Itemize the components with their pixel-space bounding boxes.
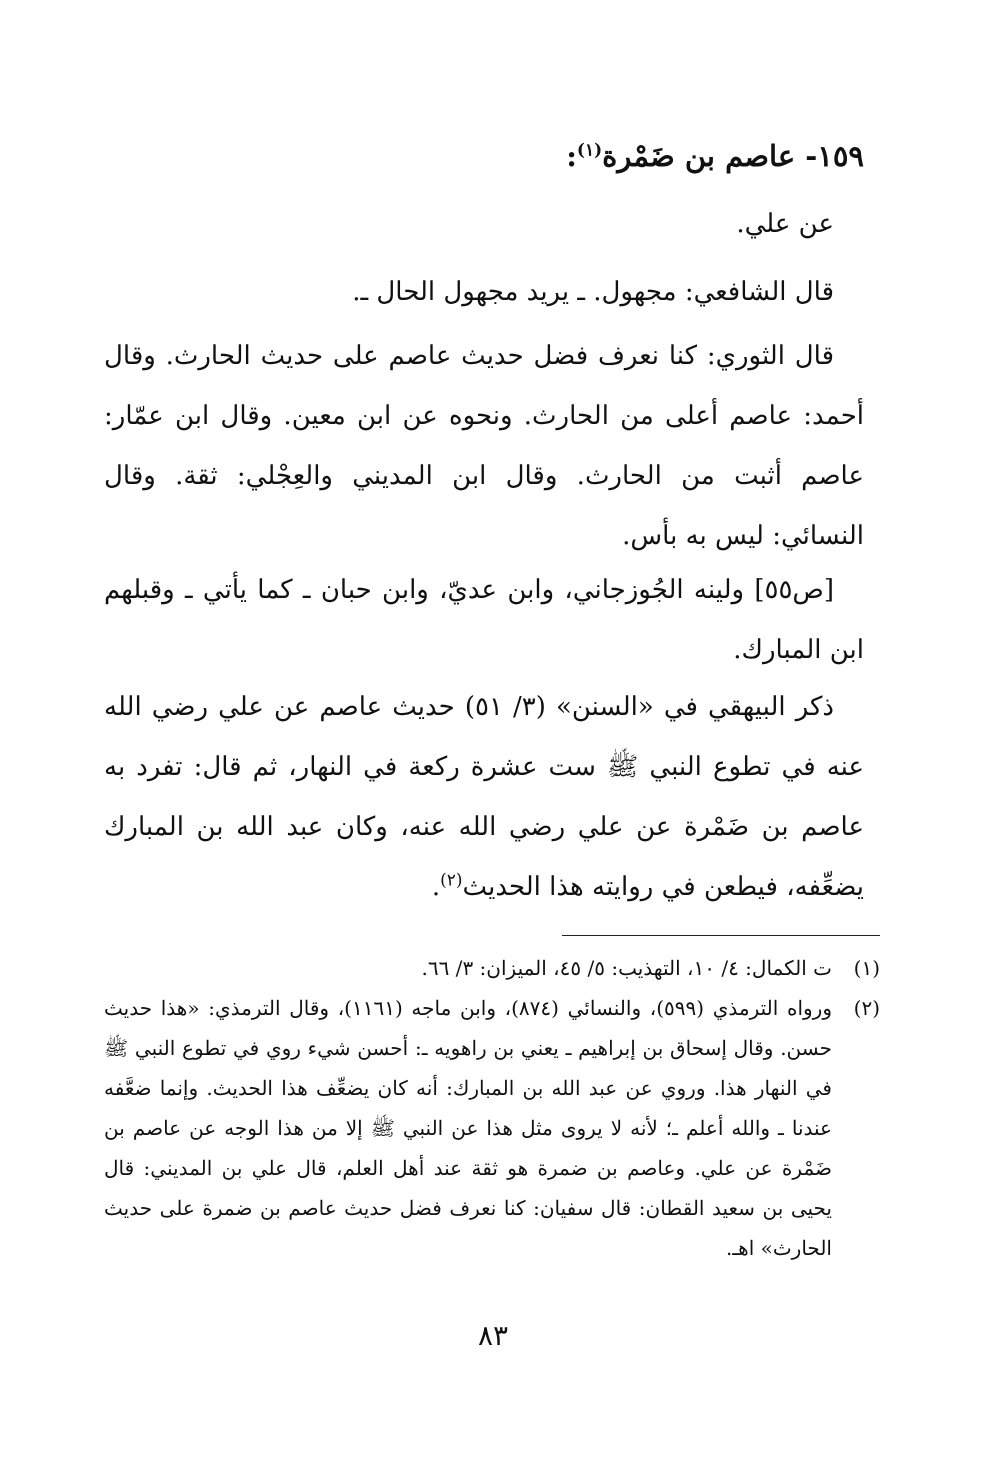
- bayhaqi-paragraph: [104, 677, 864, 917]
- footnote-text: ت الكمال: ٤/ ١٠، التهذيب: ٥/ ٤٥، الميزان: ٣/ ٦٦.: [421, 956, 832, 980]
- narrates-from-line: عن علي.: [736, 209, 834, 239]
- heading-colon: :: [566, 139, 577, 173]
- juzjani-paragraph: [ص٥٥] ولينه الجُوزجاني، وابن عديّ، وابن حبان ـ كما يأتي ـ وقبلهم ابن المبارك.: [104, 575, 864, 665]
- footnote-1: [104, 948, 880, 988]
- footnote-ref-1: (١): [576, 140, 603, 161]
- page-number: ٨٣: [477, 1319, 509, 1352]
- thawri-paragraph: قال الثوري: كنا نعرف فضل حديث عاصم على حديث الحارث. وقال أحمد: عاصم أعلى من الحارث. ونحوه عن ابن معين. وقال ابن عمّار: عاصم أثبت من الحارث. وقال ابن المديني والعِجْلي: ثقة. وقال النسائي: ليس به بأس.: [104, 341, 864, 551]
- entry-title: ١٥٩- عاصم بن ضَمْرة: [602, 139, 864, 173]
- shafii-statement: قال الشافعي: مجهول. ـ يريد مجهول الحال ـ.: [352, 277, 834, 307]
- footnotes: [104, 948, 880, 1268]
- footnote-number: (١): [853, 956, 880, 980]
- footnote-2: [104, 988, 880, 1268]
- bayhaqi-end: .: [431, 872, 441, 902]
- footnote-text: ورواه الترمذي (٥٩٩)، والنسائي (٨٧٤)، وابن ماجه (١١٦١)، وقال الترمذي: «هذا حديث حسن. وقال إسحاق بن إبراهيم ـ يعني بن راهويه ـ: أحسن شيء روي في تطوع النبي ﷺ في النهار هذا. وروي عن عبد الله بن المبارك: أنه كان يضعِّف هذا الحديث. وإنما ضعَّفه عندنا ـ والله أعلم ـ؛ لأنه لا يروى مثل هذا عن النبي ﷺ إلا من هذا الوجه عن عاصم بن ضَمْرة عن علي. وعاصم بن ضمرة هو ثقة عند أهل العلم، قال علي بن المديني: قال يحيى بن سعيد القطان: قال سفيان: كنا نعرف فضل حديث عاصم بن ضمرة على حديث الحارث» اهـ.: [104, 996, 833, 1260]
- footnote-divider: [562, 935, 880, 936]
- footnote-number: (٢): [853, 996, 880, 1020]
- bayhaqi-text: ذكر البيهقي في «السنن» (٣/ ٥١) حديث عاصم عن علي رضي الله عنه في تطوع النبي ﷺ ست عشرة ركعة في النهار، ثم قال: تفرد به عاصم بن ضَمْرة عن علي رضي الله عنه، وكان عبد الله بن المبارك يضعِّفه، فيطعن في روايته هذا الحديث: [104, 692, 864, 902]
- entry-heading: [104, 126, 864, 186]
- footnote-ref-2: (٢): [440, 870, 463, 891]
